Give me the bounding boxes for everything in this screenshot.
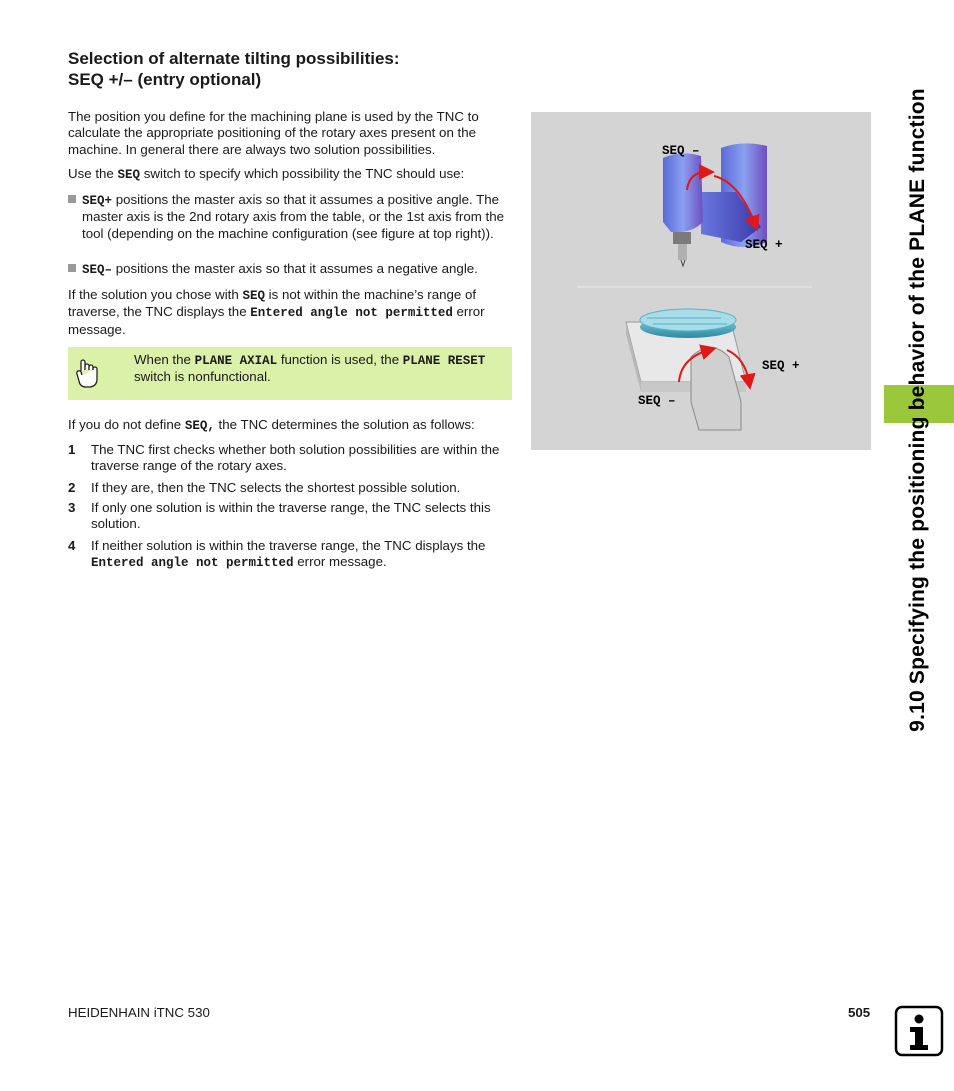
tilting-illustration <box>531 112 871 450</box>
undefined-paragraph: If you do not define SEQ, the TNC determines the solution as follows: <box>68 417 475 433</box>
pointing-hand-icon <box>76 357 102 389</box>
step-3: 3 If only one solution is within the traverse range, the TNC selects this solution. <box>68 500 491 532</box>
code-seq-minus: SEQ– <box>82 263 113 277</box>
use-paragraph: Use the SEQ switch to specify which possibility the TNC should use: <box>68 166 465 182</box>
tilting-figure <box>531 112 871 450</box>
label-top-seq-minus: SEQ – <box>662 144 700 158</box>
note-text: When the PLANE AXIAL function is used, the PLANE RESET switch is nonfunctional. <box>134 352 486 385</box>
label-bottom-seq-minus: SEQ – <box>638 394 676 408</box>
footer-product: HEIDENHAIN iTNC 530 <box>68 1005 210 1020</box>
page-number: 505 <box>848 1005 871 1020</box>
range-paragraph: If the solution you chose with SEQ is not within the machine’s range of traverse, the TNC displays the Entered angle not permitted error message. <box>68 287 485 337</box>
bullet-square-icon <box>68 264 76 272</box>
bullet-seq-minus: SEQ– positions the master axis so that it assumes a negative angle. <box>68 261 512 278</box>
info-icon <box>894 1005 944 1057</box>
rotary-table-drawing <box>626 309 749 430</box>
section-heading <box>68 48 508 90</box>
note-box <box>68 347 512 400</box>
code-seq: SEQ <box>117 168 141 182</box>
bullet-seq-plus: SEQ+ positions the master axis so that it assumes a positive angle. The master axis is the 2nd rotary axis from the table, or the 1st axis from the tool (depending on the machine configuration (see figure at top right)). <box>68 192 512 242</box>
heading-line-1: Selection of alternate tilting possibilities: <box>68 49 400 68</box>
heading-line-2: SEQ +/– (entry optional) <box>68 70 262 89</box>
code-seq-plus: SEQ+ <box>82 194 113 208</box>
intro-paragraph: The position you define for the machining plane is used by the TNC to calculate the appropriate positioning of the rotary axes present on the machine. In general there are always two solution possibilities. <box>68 109 479 157</box>
step-2: 2 If they are, then the TNC selects the shortest possible solution. <box>68 480 461 495</box>
chapter-sidebar-title: 9.10 Specifying the positioning behavior of the PLANE function <box>906 88 929 732</box>
label-bottom-seq-plus: SEQ + <box>762 359 800 373</box>
bullet-square-icon <box>68 195 76 203</box>
label-top-seq-plus: SEQ + <box>745 238 783 252</box>
step-4: 4 If neither solution is within the traverse range, the TNC displays the Entered angle not permitted error message. <box>68 538 486 571</box>
step-1: 1 The TNC first checks whether both solution possibilities are within the traverse range of the rotary axes. <box>68 442 500 474</box>
